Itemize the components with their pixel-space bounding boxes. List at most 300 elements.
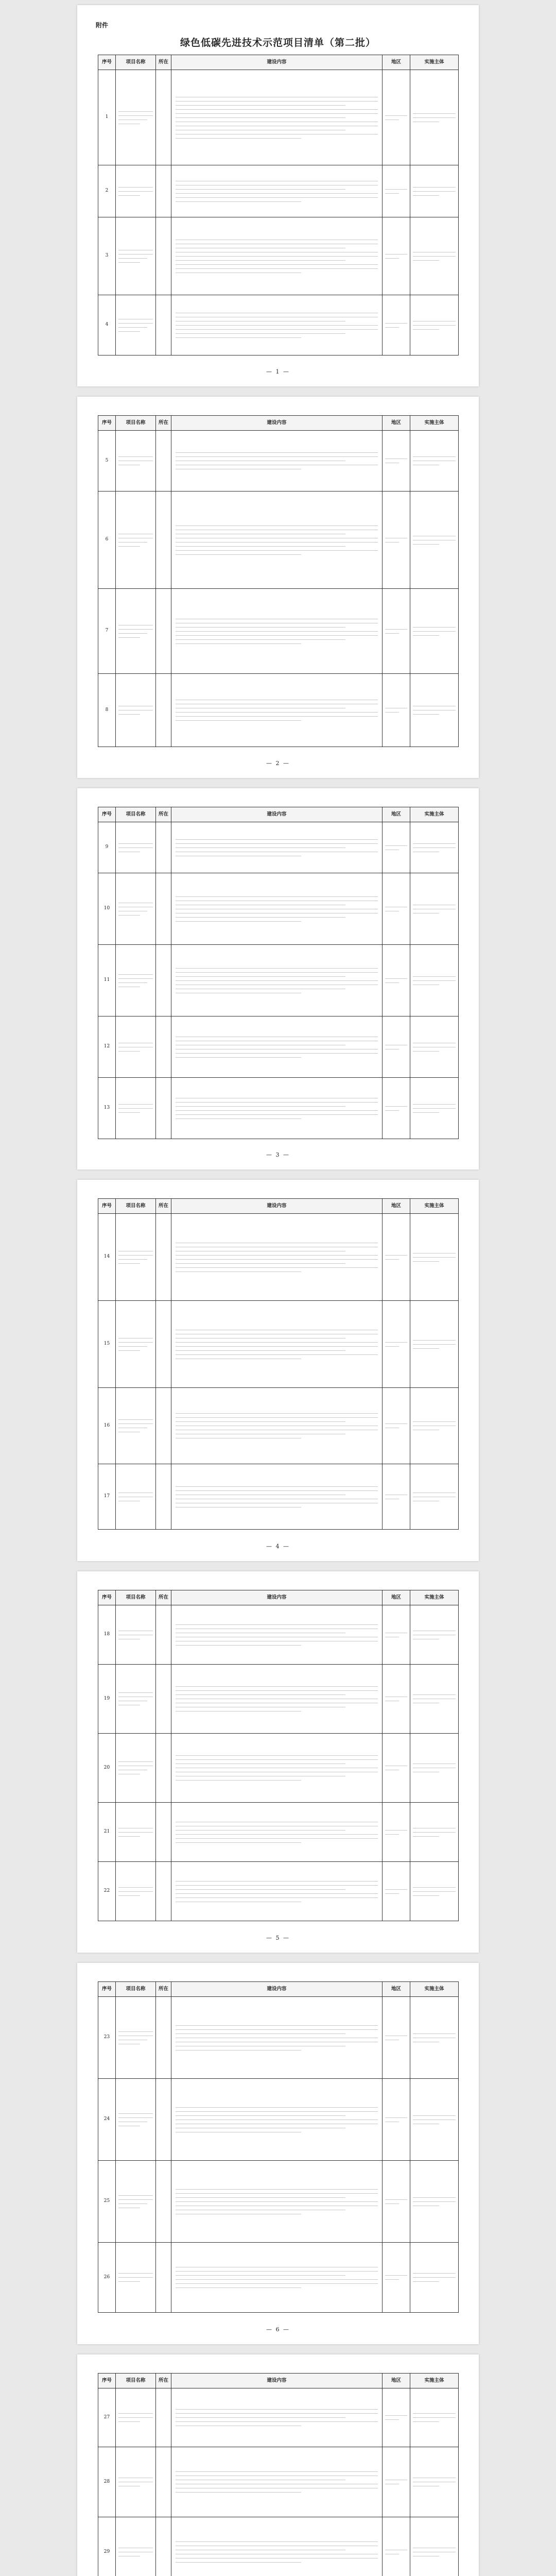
- text-line: [118, 1263, 140, 1264]
- row-number: 11: [98, 945, 116, 1016]
- row-number: 27: [98, 2388, 116, 2447]
- illegible-text-lines: [413, 976, 456, 985]
- category-cell: [156, 945, 171, 1016]
- illegible-text-lines: [385, 1766, 407, 1770]
- illegible-text-lines: [385, 323, 407, 328]
- category-cell: [156, 165, 171, 217]
- construction-content-cell: [171, 2161, 383, 2243]
- illegible-text-lines: [413, 1887, 456, 1896]
- category-cell: [156, 1997, 171, 2079]
- region-cell: [383, 2388, 410, 2447]
- text-line: [118, 546, 140, 547]
- text-line: [176, 1263, 345, 1264]
- text-line: [176, 1690, 378, 1691]
- column-header: 所在: [156, 416, 171, 431]
- text-line: [176, 1885, 378, 1886]
- project-name-cell: [116, 2161, 156, 2243]
- text-line: [176, 329, 378, 330]
- project-name-cell: [116, 70, 156, 165]
- construction-content-cell: [171, 1464, 383, 1530]
- text-line: [385, 189, 407, 190]
- row-number: 9: [98, 822, 116, 873]
- document-page: [77, 788, 479, 1170]
- construction-content-cell: [171, 217, 383, 295]
- region-cell: [383, 945, 410, 1016]
- text-line: [118, 915, 140, 916]
- illegible-text-lines: [118, 706, 153, 715]
- project-name-cell: [116, 2517, 156, 2576]
- text-line: [176, 542, 378, 543]
- column-header: 地区: [383, 55, 410, 70]
- text-line: [413, 2413, 456, 2414]
- row-number: 15: [98, 1301, 116, 1388]
- column-header: 地区: [383, 416, 410, 431]
- illegible-text-lines: [118, 1828, 153, 1837]
- row-number: 25: [98, 2161, 116, 2243]
- column-header: 所在: [156, 1199, 171, 1214]
- text-line: [118, 1104, 153, 1105]
- column-header: 实施主体: [410, 55, 459, 70]
- text-line: [176, 720, 301, 721]
- illegible-text-lines: [118, 2478, 153, 2486]
- text-line: [176, 980, 378, 981]
- row-number: 13: [98, 1078, 116, 1139]
- construction-content-cell: [171, 295, 383, 355]
- text-line: [413, 1694, 456, 1695]
- table-row: [98, 1605, 459, 1665]
- text-line: [385, 323, 407, 324]
- row-number: 3: [98, 217, 116, 295]
- text-line: [385, 629, 407, 630]
- text-line: [118, 1419, 153, 1420]
- text-line: [176, 1624, 378, 1625]
- text-line: [385, 2275, 407, 2276]
- row-number: 5: [98, 431, 116, 492]
- table-row: [98, 1665, 459, 1734]
- text-line: [413, 1832, 456, 1833]
- category-cell: [156, 1665, 171, 1734]
- document-page: [77, 1180, 479, 1561]
- project-table: [98, 55, 459, 355]
- table-row: [98, 2079, 459, 2161]
- text-line: [176, 2029, 378, 2030]
- implementing-entity-cell: [410, 1078, 459, 1139]
- text-line: [413, 1112, 439, 1113]
- region-cell: [383, 1605, 410, 1665]
- text-line: [176, 1645, 301, 1646]
- text-line: [413, 2273, 456, 2274]
- illegible-text-lines: [385, 1255, 407, 1260]
- table-row: [98, 589, 459, 674]
- region-cell: [383, 822, 410, 873]
- illegible-text-lines: [176, 97, 378, 139]
- column-header: 实施主体: [410, 1199, 459, 1214]
- construction-content-cell: [171, 492, 383, 589]
- illegible-text-lines: [385, 538, 407, 543]
- column-header: 序号: [98, 1982, 116, 1997]
- region-cell: [383, 70, 410, 165]
- column-header: 实施主体: [410, 1590, 459, 1605]
- category-cell: [156, 1388, 171, 1464]
- illegible-text-lines: [413, 1828, 456, 1837]
- illegible-text-lines: [385, 1342, 407, 1347]
- project-name-cell: [116, 1388, 156, 1464]
- illegible-text-lines: [118, 1104, 153, 1113]
- text-line: [413, 843, 456, 844]
- illegible-text-lines: [176, 1755, 378, 1781]
- illegible-text-lines: [176, 1624, 378, 1646]
- category-cell: [156, 1078, 171, 1139]
- text-line: [385, 1342, 407, 1343]
- text-line: [176, 109, 378, 110]
- column-header: 所在: [156, 807, 171, 822]
- text-line: [176, 197, 378, 198]
- text-line: [118, 2113, 153, 2114]
- illegible-text-lines: [118, 2113, 153, 2126]
- text-line: [118, 714, 140, 715]
- illegible-text-lines: [413, 2033, 456, 2042]
- text-line: [176, 1897, 378, 1898]
- construction-content-cell: [171, 589, 383, 674]
- table-row: [98, 2388, 459, 2447]
- implementing-entity-cell: [410, 1862, 459, 1921]
- text-line: [176, 105, 345, 106]
- row-number: 29: [98, 2517, 116, 2576]
- region-cell: [383, 2243, 410, 2313]
- row-number: 2: [98, 165, 116, 217]
- implementing-entity-cell: [410, 1665, 459, 1734]
- table-row: [98, 1997, 459, 2079]
- table-row: [98, 1388, 459, 1464]
- illegible-text-lines: [413, 1694, 456, 1703]
- page-number: — 4 —: [266, 1543, 290, 1550]
- table-row: [98, 873, 459, 945]
- text-line: [118, 323, 153, 324]
- table-row: [98, 1464, 459, 1530]
- column-header: 项目名称: [116, 807, 156, 822]
- illegible-text-lines: [118, 111, 153, 124]
- text-line: [413, 631, 456, 632]
- column-header: 地区: [383, 1590, 410, 1605]
- text-line: [176, 456, 378, 457]
- region-cell: [383, 589, 410, 674]
- illegible-text-lines: [176, 2541, 378, 2563]
- text-line: [413, 260, 439, 261]
- text-line: [413, 2201, 456, 2202]
- row-number: 24: [98, 2079, 116, 2161]
- illegible-text-lines: [413, 2413, 456, 2422]
- text-line: [118, 456, 153, 457]
- illegible-text-lines: [413, 1340, 456, 1349]
- category-cell: [156, 822, 171, 873]
- text-line: [176, 639, 345, 640]
- construction-content-cell: [171, 2079, 383, 2161]
- column-header: 序号: [98, 416, 116, 431]
- document-page: [77, 5, 479, 386]
- table-row: [98, 945, 459, 1016]
- illegible-text-lines: [385, 1633, 407, 1637]
- illegible-text-lines: [118, 1761, 153, 1774]
- text-line: [176, 1755, 378, 1756]
- text-line: [385, 1830, 407, 1831]
- table-row: [98, 674, 459, 747]
- text-line: [413, 976, 456, 977]
- text-line: [176, 1102, 378, 1103]
- illegible-text-lines: [413, 1631, 456, 1639]
- implementing-entity-cell: [410, 2079, 459, 2161]
- text-line: [118, 262, 140, 263]
- project-name-cell: [116, 1016, 156, 1078]
- text-line: [176, 917, 345, 918]
- text-line: [413, 2281, 439, 2282]
- illegible-text-lines: [118, 843, 153, 852]
- implementing-entity-cell: [410, 295, 459, 355]
- category-cell: [156, 2161, 171, 2243]
- text-line: [413, 1895, 439, 1896]
- column-header: 实施主体: [410, 1982, 459, 1997]
- column-header: 所在: [156, 55, 171, 70]
- text-line: [176, 1354, 378, 1355]
- text-line: [118, 1350, 140, 1351]
- text-line: [176, 643, 301, 644]
- implementing-entity-cell: [410, 1016, 459, 1078]
- column-header: 序号: [98, 1590, 116, 1605]
- text-line: [176, 2417, 345, 2418]
- text-line: [176, 1118, 301, 1119]
- illegible-text-lines: [385, 1106, 407, 1111]
- text-line: [385, 2415, 407, 2416]
- row-number: 7: [98, 589, 116, 674]
- text-line: [413, 456, 456, 457]
- text-line: [118, 2273, 153, 2274]
- text-line: [176, 1346, 378, 1347]
- text-line: [385, 1346, 399, 1347]
- text-line: [385, 1834, 399, 1835]
- text-line: [413, 117, 456, 118]
- table-row: [98, 1016, 459, 1078]
- construction-content-cell: [171, 1605, 383, 1665]
- text-line: [413, 325, 456, 326]
- project-table: [98, 1198, 459, 1530]
- text-line: [176, 554, 301, 555]
- row-number: 10: [98, 873, 116, 945]
- text-line: [413, 980, 456, 981]
- construction-content-cell: [171, 1214, 383, 1301]
- text-line: [176, 1780, 301, 1781]
- column-header: 序号: [98, 55, 116, 70]
- illegible-text-lines: [385, 1423, 407, 1428]
- column-header: 地区: [383, 2374, 410, 2388]
- construction-content-cell: [171, 431, 383, 492]
- construction-content-cell: [171, 1388, 383, 1464]
- text-line: [176, 2201, 378, 2202]
- illegible-text-lines: [413, 252, 456, 261]
- illegible-text-lines: [413, 706, 456, 715]
- text-line: [176, 1838, 378, 1839]
- illegible-text-lines: [413, 1493, 456, 1501]
- page-number: — 6 —: [266, 2326, 290, 2333]
- implementing-entity-cell: [410, 2161, 459, 2243]
- table-row: [98, 295, 459, 355]
- table-header-row: [98, 416, 459, 431]
- project-name-cell: [116, 2388, 156, 2447]
- table-row: [98, 1214, 459, 1301]
- region-cell: [383, 295, 410, 355]
- row-number: 12: [98, 1016, 116, 1078]
- text-line: [176, 2271, 378, 2272]
- category-cell: [156, 1803, 171, 1862]
- illegible-text-lines: [118, 534, 153, 547]
- text-line: [413, 113, 456, 114]
- region-cell: [383, 1464, 410, 1530]
- text-line: [176, 2492, 301, 2493]
- text-line: [176, 1881, 378, 1882]
- illegible-text-lines: [176, 2409, 378, 2426]
- text-line: [385, 982, 399, 983]
- category-cell: [156, 70, 171, 165]
- row-number: 14: [98, 1214, 116, 1301]
- text-line: [118, 2421, 140, 2422]
- text-line: [176, 193, 378, 194]
- text-line: [118, 2195, 153, 2196]
- row-number: 26: [98, 2243, 116, 2313]
- row-number: 20: [98, 1734, 116, 1803]
- text-line: [176, 1421, 345, 1422]
- text-line: [176, 1057, 301, 1058]
- illegible-text-lines: [176, 968, 378, 993]
- table-header-row: [98, 1199, 459, 1214]
- text-line: [176, 976, 345, 977]
- implementing-entity-cell: [410, 492, 459, 589]
- illegible-text-lines: [118, 2031, 153, 2044]
- illegible-text-lines: [385, 2117, 407, 2122]
- text-line: [176, 1350, 345, 1351]
- project-name-cell: [116, 1734, 156, 1803]
- category-cell: [156, 431, 171, 492]
- text-line: [413, 187, 456, 188]
- page-number: — 1 —: [266, 368, 290, 375]
- illegible-text-lines: [413, 1043, 456, 1052]
- construction-content-cell: [171, 822, 383, 873]
- text-line: [176, 546, 345, 547]
- construction-content-cell: [171, 945, 383, 1016]
- region-cell: [383, 1734, 410, 1803]
- region-cell: [383, 2161, 410, 2243]
- text-line: [176, 2275, 345, 2276]
- text-line: [176, 1830, 345, 1831]
- text-line: [176, 896, 378, 897]
- document-page: [77, 1571, 479, 1953]
- document-page: [77, 1963, 479, 2344]
- text-line: [118, 2281, 140, 2282]
- text-line: [176, 1259, 378, 1260]
- illegible-text-lines: [118, 1493, 153, 1501]
- document-page: [77, 2354, 479, 2576]
- text-line: [176, 2287, 301, 2288]
- column-header: 建设内容: [171, 416, 383, 431]
- implementing-entity-cell: [410, 431, 459, 492]
- illegible-text-lines: [176, 2189, 378, 2214]
- text-line: [176, 117, 345, 118]
- column-header: 建设内容: [171, 2374, 383, 2388]
- illegible-text-lines: [118, 1692, 153, 1705]
- text-line: [385, 542, 399, 543]
- text-line: [413, 714, 439, 715]
- text-line: [176, 260, 345, 261]
- text-line: [118, 843, 153, 844]
- text-line: [176, 921, 301, 922]
- text-line: [176, 2541, 378, 2542]
- illegible-text-lines: [385, 189, 407, 194]
- category-cell: [156, 1301, 171, 1388]
- text-line: [176, 1490, 378, 1491]
- text-line: [413, 1104, 456, 1105]
- text-line: [385, 2279, 399, 2280]
- column-header: 项目名称: [116, 2374, 156, 2388]
- row-number: 19: [98, 1665, 116, 1734]
- illegible-text-lines: [176, 2107, 378, 2132]
- illegible-text-lines: [413, 843, 456, 852]
- table-row: [98, 822, 459, 873]
- illegible-text-lines: [176, 1686, 378, 1711]
- column-header: 建设内容: [171, 1590, 383, 1605]
- illegible-text-lines: [413, 187, 456, 196]
- text-line: [176, 635, 378, 636]
- text-line: [118, 331, 140, 332]
- project-name-cell: [116, 1605, 156, 1665]
- text-line: [413, 544, 439, 545]
- implementing-entity-cell: [410, 945, 459, 1016]
- illegible-text-lines: [118, 2273, 153, 2282]
- text-line: [176, 627, 345, 628]
- column-header: 地区: [383, 1982, 410, 1997]
- text-line: [118, 1112, 140, 1113]
- row-number: 18: [98, 1605, 116, 1665]
- text-line: [176, 2471, 378, 2472]
- region-cell: [383, 2447, 410, 2517]
- illegible-text-lines: [118, 625, 153, 638]
- text-line: [118, 1692, 153, 1693]
- project-name-cell: [116, 217, 156, 295]
- illegible-text-lines: [385, 1697, 407, 1701]
- illegible-text-lines: [118, 1631, 153, 1639]
- construction-content-cell: [171, 1078, 383, 1139]
- text-line: [176, 452, 378, 453]
- text-line: [118, 982, 147, 983]
- construction-content-cell: [171, 674, 383, 747]
- text-line: [176, 325, 378, 326]
- column-header: 地区: [383, 807, 410, 822]
- text-line: [413, 1051, 439, 1052]
- text-line: [176, 972, 378, 973]
- illegible-text-lines: [413, 905, 456, 913]
- category-cell: [156, 1605, 171, 1665]
- text-line: [118, 1255, 153, 1256]
- text-line: [118, 1836, 140, 1837]
- table-header-row: [98, 1590, 459, 1605]
- illegible-text-lines: [385, 2550, 407, 2554]
- text-line: [118, 1891, 153, 1892]
- text-line: [118, 115, 153, 116]
- text-line: [176, 1834, 378, 1835]
- category-cell: [156, 2388, 171, 2447]
- project-name-cell: [116, 822, 156, 873]
- illegible-text-lines: [176, 313, 378, 338]
- column-header: 项目名称: [116, 1199, 156, 1214]
- text-line: [176, 550, 378, 551]
- row-number: 6: [98, 492, 116, 589]
- illegible-text-lines: [176, 2025, 378, 2050]
